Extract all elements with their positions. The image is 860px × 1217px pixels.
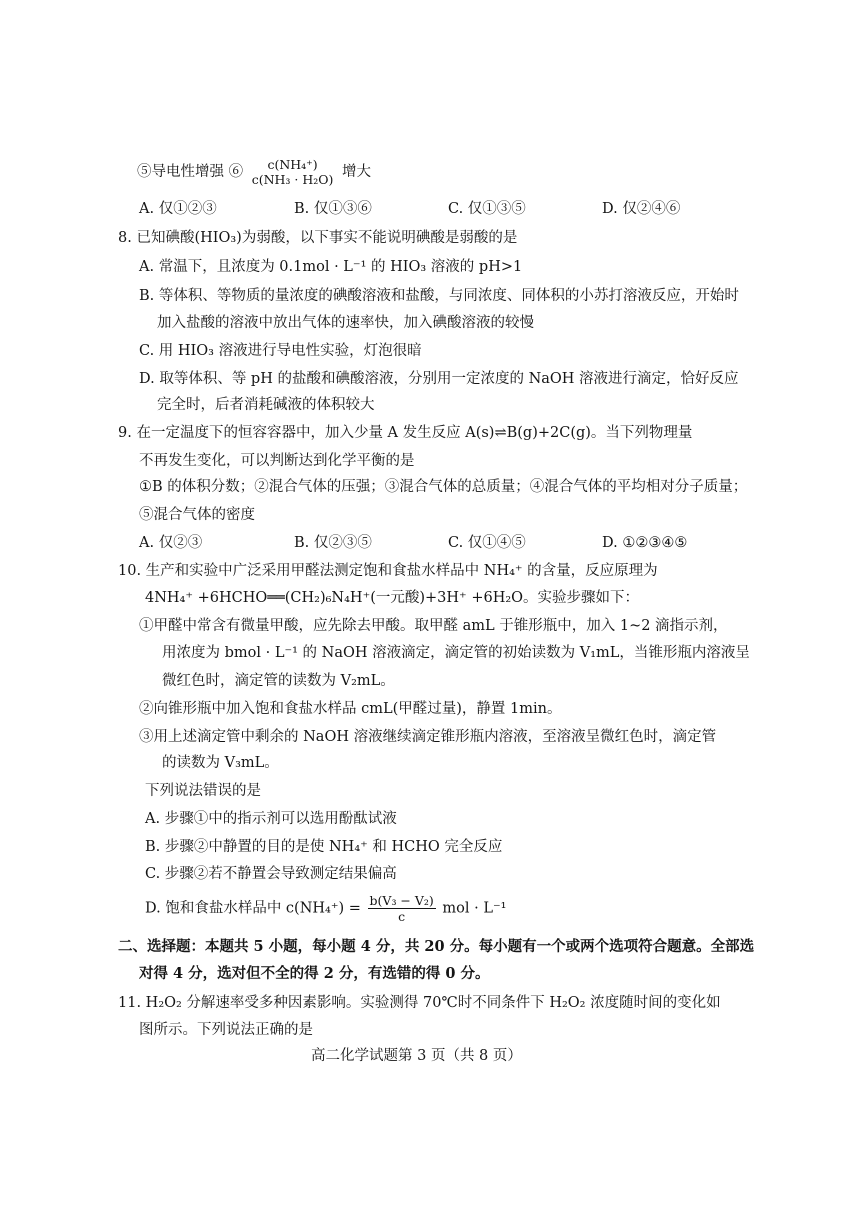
q7-item-suffix: 增大 bbox=[342, 164, 372, 180]
section2-heading-line2: 对得 4 分，选对但不全的得 2 分，有选错的得 0 分。 bbox=[139, 965, 490, 982]
q8-option-a: A. 常温下，且浓度为 0.1mol · L⁻¹ 的 HIO₃ 溶液的 pH>1 bbox=[139, 259, 523, 275]
q7-items-line bbox=[137, 157, 371, 187]
section2-heading-line1: 二、选择题：本题共 5 小题，每小题 4 分，共 20 分。每小题有一个或两个选项符合题意。全部选 bbox=[118, 938, 755, 955]
page-footer: 高二化学试题第 3 页（共 8 页） bbox=[311, 1048, 522, 1064]
q10-option-d-prefix: D. 饱和食盐水样品中 c(NH₄⁺) = bbox=[145, 900, 361, 917]
q10-reaction-equation: 4NH₄⁺ +6HCHO══(CH₂)₆N₄H⁺(一元酸)+3H⁺ +6H₂O。实验步骤如下： bbox=[145, 590, 640, 606]
q7-item-prefix: ⑤导电性增强 ⑥ bbox=[137, 164, 244, 180]
q9-option-c: C. 仅①④⑤ bbox=[448, 535, 526, 551]
q10-option-a: A. 步骤①中的指示剂可以选用酚酞试液 bbox=[145, 811, 397, 827]
q9-items-line1: ①B 的体积分数；②混合气体的压强；③混合气体的总质量；④混合气体的平均相对分子质量； bbox=[139, 479, 748, 495]
q10-step3-line2: 的读数为 V₃mL。 bbox=[162, 755, 279, 771]
q10-option-b: B. 步骤②中静置的目的是使 NH₄⁺ 和 HCHO 完全反应 bbox=[145, 839, 503, 855]
q7-option-b: B. 仅①③⑥ bbox=[294, 201, 372, 217]
q10-option-d-suffix: mol · L⁻¹ bbox=[442, 900, 507, 917]
q10-step1-line1: ①甲醛中常含有微量甲酸，应先除去甲酸。取甲醛 amL 于锥形瓶中，加入 1~2 滴指示剂， bbox=[139, 618, 728, 634]
q11-stem-line1: 11. H₂O₂ 分解速率受多种因素影响。实验测得 70℃时不同条件下 H₂O₂ 浓度随时间的变化如 bbox=[118, 995, 721, 1011]
q8-option-d-line2: 完全时，后者消耗碱液的体积较大 bbox=[157, 397, 375, 413]
q9-stem-line1: 9. 在一定温度下的恒容容器中，加入少量 A 发生反应 A(s)⇌B(g)+2C(g)。当下列物理量 bbox=[118, 425, 693, 441]
q7-fraction-numerator: c(NH₄⁺) bbox=[267, 157, 318, 172]
q7-fraction-denominator: c(NH₃ · H₂O) bbox=[251, 172, 334, 187]
q10-step1-line2: 用浓度为 bmol · L⁻¹ 的 NaOH 溶液滴定，滴定管的初始读数为 V₁mL，当锥形瓶内溶液呈 bbox=[162, 645, 750, 661]
q8-option-c: C. 用 HIO₃ 溶液进行导电性实验，灯泡很暗 bbox=[139, 343, 422, 359]
q10-option-d-fraction bbox=[368, 893, 436, 924]
q9-option-b: B. 仅②③⑤ bbox=[294, 535, 372, 551]
q10-fraction-denominator: c bbox=[398, 909, 406, 924]
q8-option-b-line1: B. 等体积、等物质的量浓度的碘酸溶液和盐酸，与同浓度、同体积的小苏打溶液反应，开始时 bbox=[139, 288, 739, 304]
q7-option-d: D. 仅②④⑥ bbox=[602, 201, 681, 217]
q10-option-d bbox=[145, 893, 506, 924]
q10-step3-line1: ③用上述滴定管中剩余的 NaOH 溶液继续滴定锥形瓶内溶液，至溶液呈微红色时，滴定管 bbox=[139, 729, 717, 745]
q10-option-c: C. 步骤②若不静置会导致测定结果偏高 bbox=[145, 866, 397, 882]
q9-option-d: D. ①②③④⑤ bbox=[602, 535, 688, 551]
q8-option-b-line2: 加入盐酸的溶液中放出气体的速率快，加入碘酸溶液的较慢 bbox=[157, 315, 534, 331]
q10-fraction-numerator: b(V₃ − V₂) bbox=[369, 893, 434, 908]
q7-option-a: A. 仅①②③ bbox=[139, 201, 217, 217]
q8-stem: 8. 已知碘酸(HIO₃)为弱酸，以下事实不能说明碘酸是弱酸的是 bbox=[118, 230, 518, 246]
q7-option-c: C. 仅①③⑤ bbox=[448, 201, 526, 217]
q8-option-d-line1: D. 取等体积、等 pH 的盐酸和碘酸溶液，分别用一定浓度的 NaOH 溶液进行滴定，恰好反应 bbox=[139, 371, 739, 387]
q10-stem-line1: 10. 生产和实验中广泛采用甲醛法测定饱和食盐水样品中 NH₄⁺ 的含量，反应原理为 bbox=[118, 563, 658, 579]
q10-ask: 下列说法错误的是 bbox=[145, 783, 261, 799]
q7-fraction bbox=[250, 157, 336, 187]
q9-items-line2: ⑤混合气体的密度 bbox=[139, 507, 255, 523]
q10-step2: ②向锥形瓶中加入饱和食盐水样品 cmL(甲醛过量)，静置 1min。 bbox=[139, 701, 562, 717]
q9-option-a: A. 仅②③ bbox=[139, 535, 203, 551]
q10-step1-line3: 微红色时，滴定管的读数为 V₂mL。 bbox=[162, 673, 395, 689]
q11-stem-line2: 图所示。下列说法正确的是 bbox=[139, 1022, 313, 1038]
q9-stem-line2: 不再发生变化，可以判断达到化学平衡的是 bbox=[139, 453, 415, 469]
